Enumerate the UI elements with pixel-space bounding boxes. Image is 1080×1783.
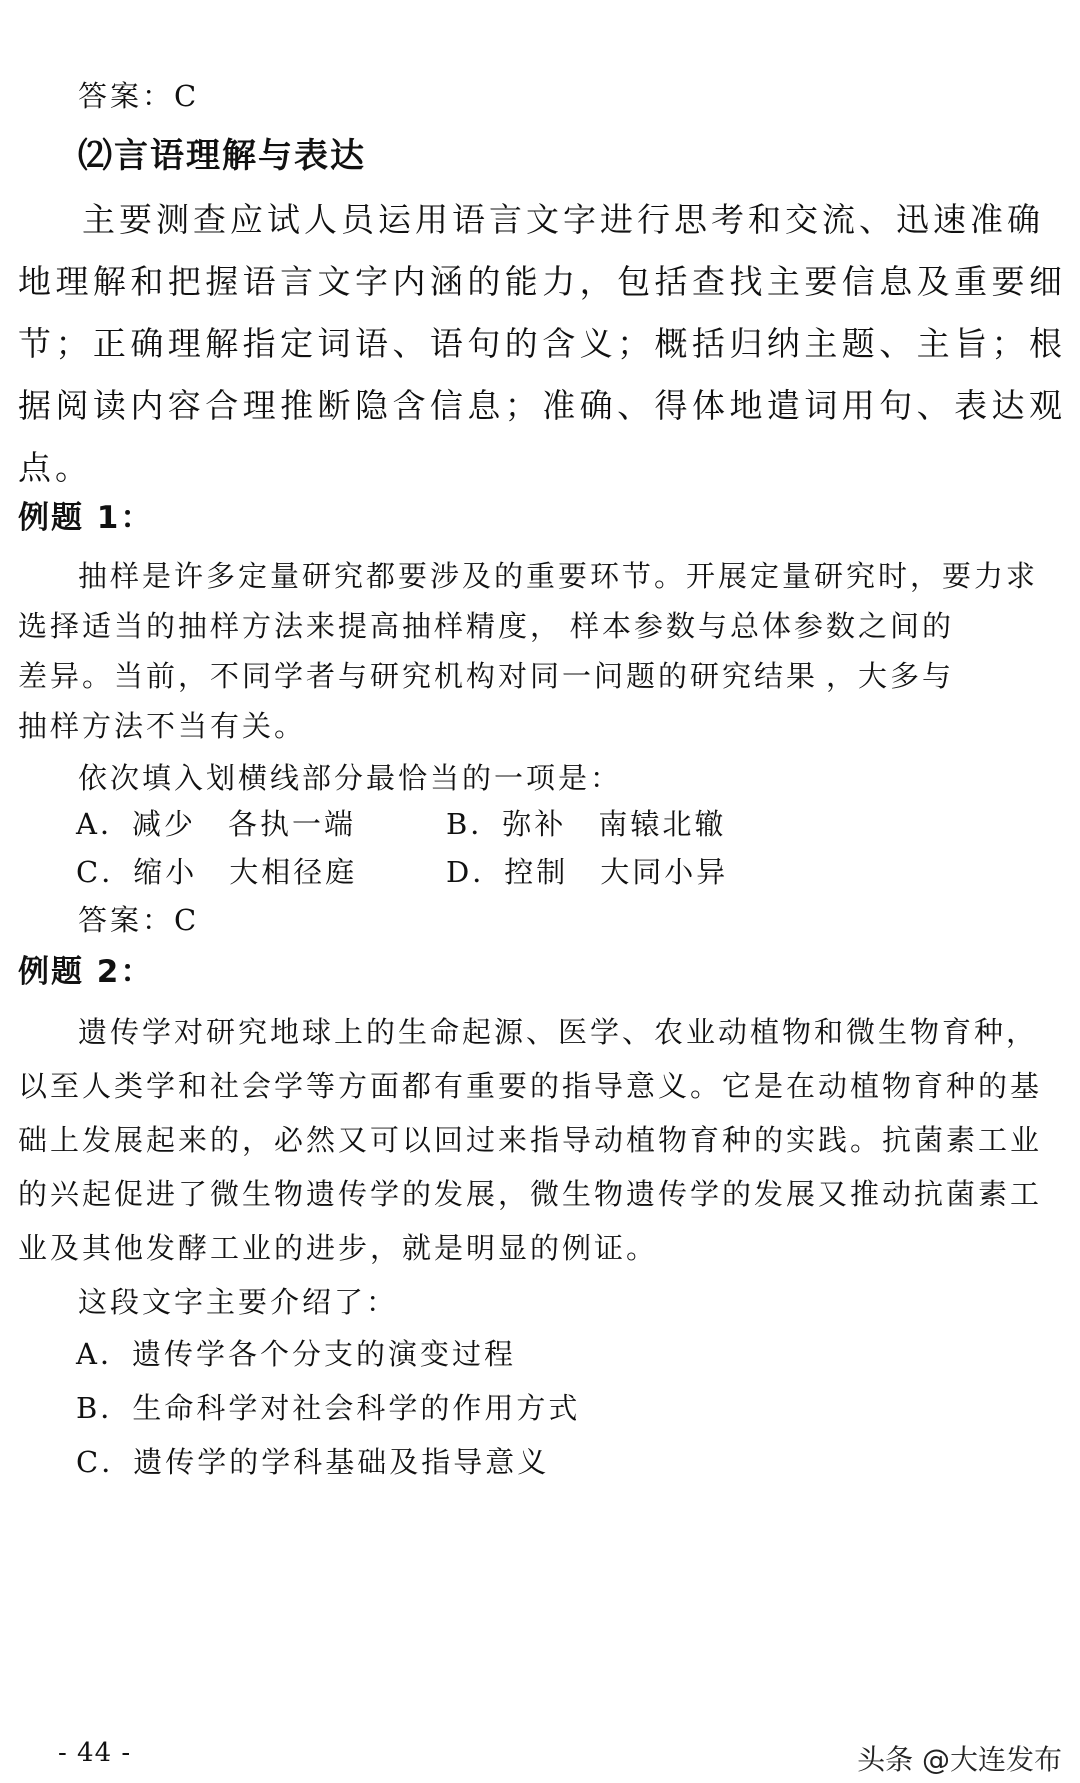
- option-text: 弥补 南辕北辙: [502, 807, 727, 841]
- example1-option-a: [76, 802, 356, 843]
- example1-label: 例题 1：: [18, 500, 154, 536]
- example1-line-1: 抽样是许多定量研究都要涉及的重要环节。开展定量研究时，要力求: [78, 559, 1039, 593]
- example2-line-3: 础上发展起来的，必然又可以回过来指导动植物育种的实践。抗菌素工业: [18, 1123, 1043, 1157]
- option-text: 生命科学对社会科学的作用方式: [132, 1391, 581, 1425]
- example2-line-1: 遗传学对研究地球上的生命起源、医学、农业动植物和微生物育种，: [78, 1015, 1039, 1049]
- example1-question: 依次填入划横线部分最恰当的一项是：: [78, 761, 623, 795]
- example1-line-2a: 选择适当的抽样方法来提高抽样精度，: [18, 609, 563, 643]
- option-letter: D．: [446, 855, 505, 889]
- section-para-line-1: 主要测查应试人员运用语言文字进行思考和交流、迅速准确: [82, 200, 1044, 239]
- page-number: - 44 -: [58, 1738, 132, 1768]
- option-text: 缩小 大相径庭: [133, 855, 358, 889]
- example2-option-a: [76, 1332, 516, 1373]
- example1-option-d: [446, 850, 728, 891]
- section-para-line-2: 地理解和把握语言文字内涵的能力，包括查找主要信息及重要细: [18, 262, 1066, 301]
- section-para-line-5: 点。: [18, 448, 92, 487]
- option-text: 遗传学各个分支的演变过程: [131, 1337, 516, 1371]
- option-letter: C．: [76, 1445, 134, 1479]
- option-letter: C．: [76, 855, 134, 889]
- option-text: 减少 各执一端: [131, 807, 356, 841]
- example2-line-5: 业及其他发酵工业的进步，就是明显的例证。: [18, 1231, 659, 1265]
- section-para-line-3: 节；正确理解指定词语、语句的含义；概括归纳主题、主旨；根: [18, 324, 1066, 363]
- option-letter: B．: [76, 1391, 133, 1425]
- example2-option-c: [76, 1440, 549, 1481]
- example1-option-b: [446, 802, 726, 843]
- example1-answer: 答案：C: [78, 903, 200, 937]
- example1-line-4: 抽样方法不当有关。: [18, 709, 307, 743]
- example2-line-2: 以至人类学和社会学等方面都有重要的指导意义。它是在动植物育种的基: [18, 1069, 1043, 1103]
- option-text: 控制 大同小异: [504, 855, 729, 889]
- example2-line-4: 的兴起促进了微生物遗传学的发展，微生物遗传学的发展又推动抗菌素工: [18, 1177, 1043, 1211]
- example2-option-b: [76, 1386, 580, 1427]
- example1-line-2: [18, 604, 955, 645]
- example1-line-3: [18, 654, 955, 695]
- example1-line-2b: 样本参数与总体参数之间的: [570, 609, 955, 643]
- section-title: ⑵言语理解与表达: [78, 136, 366, 176]
- example1-line-3a: 差异。当前，不同学者与研究机构对同一问题的研究结果: [18, 659, 819, 693]
- option-letter: A．: [76, 807, 132, 841]
- example1-line-3b: ，大多与: [826, 659, 955, 693]
- section-para-line-4: 据阅读内容合理推断隐含信息；准确、得体地遣词用句、表达观: [18, 386, 1066, 425]
- example1-option-c: [76, 850, 357, 891]
- option-letter: A．: [76, 1337, 132, 1371]
- option-letter: B．: [446, 807, 503, 841]
- option-text: 遗传学的学科基础及指导意义: [133, 1445, 550, 1479]
- watermark: 头条 @大连发布: [857, 1743, 1062, 1776]
- example2-label: 例题 2：: [18, 954, 154, 990]
- example2-question: 这段文字主要介绍了：: [78, 1285, 399, 1319]
- intro-answer: 答案：C: [78, 79, 200, 113]
